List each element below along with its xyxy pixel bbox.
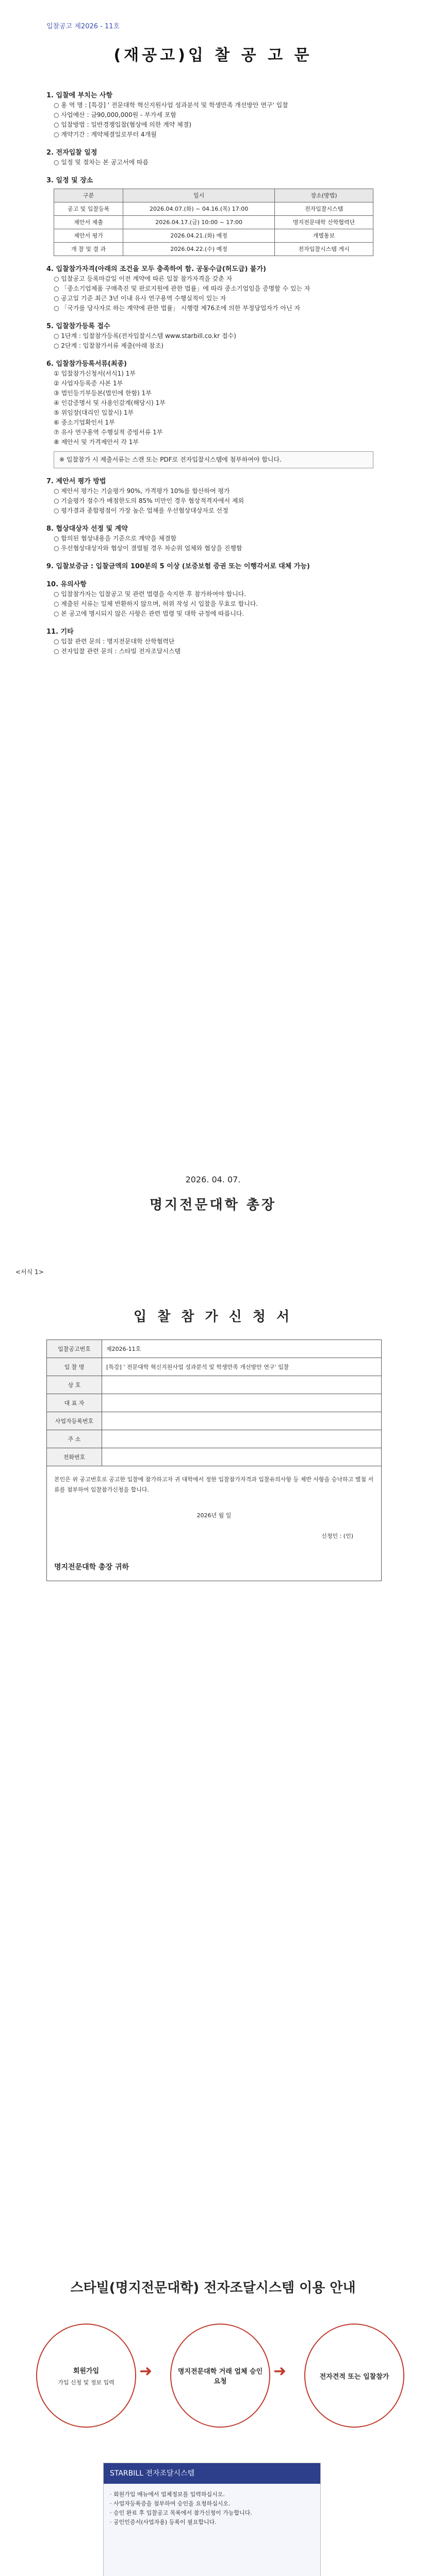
step-title: 명지전문대학 거래 업체 승인 요청 [177, 2368, 263, 2385]
section-line: ② 사업자등록증 사본 1부 [54, 380, 123, 387]
screen-line: · 승인 완료 후 입찰공고 목록에서 참가신청이 가능합니다. [110, 2510, 252, 2516]
section-heading: 4. 입찰참가자격(아래의 조건을 모두 충족하여 함. 공동수급(허도급) 불가) [46, 265, 266, 273]
flow-step-signup [36, 2324, 136, 2428]
form-label: 전화번호 [47, 1448, 102, 1466]
section-line: ○ 입찰공고 등록마감일 이전 계약에 따른 입찰 참가자격을 갖춘 자 [54, 275, 233, 282]
section-line: ⑦ 유사 연구용역 수행실적 증빙서류 1부 [54, 429, 163, 436]
form-title: 입 찰 참 가 신 청 서 [133, 1309, 293, 1325]
table-cell: 명지전문대학 산학협력단 [275, 216, 373, 229]
arrow-right-icon: ➜ [139, 2362, 153, 2380]
form-value[interactable] [102, 1430, 382, 1448]
form-row [47, 1412, 382, 1430]
flow-step-approval [170, 2324, 270, 2428]
screen-line: · 공인인증서(사업자용) 등록이 필요합니다. [110, 2519, 217, 2526]
section-line: ○ 제출된 서류는 일체 반환하지 않으며, 허위 작성 시 입찰을 무효로 합니다. [54, 600, 258, 607]
form-label: 입 찰 명 [47, 1358, 102, 1376]
form-row [47, 1430, 382, 1448]
screen-line: · 회원가입 메뉴에서 업체정보를 입력하십시오. [110, 2491, 225, 2498]
section-line: ○ 입찰 관련 문의 : 명지전문대학 산학협력단 [54, 638, 175, 645]
section-line: ⑧ 제안서 및 가격제안서 각 1부 [54, 438, 139, 446]
form-value[interactable] [102, 1394, 382, 1412]
document-number: 입찰공고 제2026 - 11호 [46, 23, 120, 30]
screen-line: · 사업자등록증을 첨부하여 승인을 요청하십시오. [110, 2500, 231, 2507]
section-heading: 9. 입찰보증금 : 입찰금액의 100분의 5 이상 (보증보험 증권 또는 이행각서로 대체 가능) [46, 563, 310, 570]
form-label: 주 소 [47, 1430, 102, 1448]
section-line: ○ 계약기간 : 계약체결일로부터 4개월 [54, 131, 157, 138]
form-row [47, 1376, 382, 1394]
section-line: ⑤ 위임장(대리인 입찰시) 1부 [54, 409, 134, 416]
form-value[interactable] [102, 1376, 382, 1394]
table-header: 일시 [123, 189, 275, 202]
section-heading: 3. 일정 및 장소 [46, 177, 93, 184]
form-value[interactable]: 제2026-11호 [102, 1340, 382, 1358]
section-line: ○ 「국가를 당사자로 하는 계약에 관한 법률」 시행령 제76조에 의한 부정당업자가 아닌 자 [54, 304, 301, 312]
section-line: ○ 합의된 협상내용을 기준으로 계약을 체결함 [54, 535, 177, 542]
table-cell: 개 찰 및 결 과 [54, 243, 123, 256]
section-heading: 1. 입찰에 부치는 사항 [46, 92, 113, 99]
schedule-table [54, 189, 373, 256]
form-label: 사업자등록번호 [47, 1412, 102, 1430]
form-statement [47, 1466, 382, 1581]
section-heading: 5. 입찰참가등록 접수 [46, 323, 110, 330]
form-label: 상 호 [47, 1376, 102, 1394]
section-line: ○ 제안서 평가는 기술평가 90%, 가격평가 10%를 합산하여 평가 [54, 487, 230, 495]
statement-text: 본인은 위 공고번호로 공고한 입찰에 참가하고자 귀 대학에서 정한 입찰참가자격과 입찰유의사항 등 제반 사항을 승낙하고 별첨 서류를 첨부하여 입찰참가신청을 합니다. [54, 1476, 374, 1493]
table-cell: 제안서 제출 [54, 216, 123, 229]
table-cell: 제안서 평가 [54, 229, 123, 243]
sign-label: 신청인 : (인) [321, 1533, 353, 1539]
section-line: ○ 전자입찰 관련 문의 : 스타빌 전자조달시스템 [54, 648, 181, 655]
section-line: ○ 평가결과 종합평점이 가장 높은 업체를 우선협상대상자로 선정 [54, 507, 228, 514]
section-line: ○ 「중소기업제품 구매촉진 및 판로지원에 관한 법률」에 따라 중소기업임을 증명할 수 있는 자 [54, 285, 310, 292]
table-cell: 2026.04.07.(화) ~ 04.16.(목) 17:00 [123, 202, 275, 216]
section-line: ○ 용 역 명 : [특강] ' 전문대학 혁신지원사업 성과분석 및 학생만족 개선방안 연구' 입찰 [54, 101, 288, 109]
form-row [47, 1448, 382, 1466]
sections-container [46, 91, 382, 656]
table-header: 장소(방법) [275, 189, 373, 202]
form-label: 입찰공고번호 [47, 1340, 102, 1358]
section-line: ○ 공고일 기준 최근 3년 이내 유사 연구용역 수행실적이 있는 자 [54, 295, 226, 302]
step-title: 회원가입 [73, 2367, 100, 2375]
section-line: ○ 사업예산 : 금90,000,000원 - 부가세 포함 [54, 111, 176, 118]
form-recipient: 명지전문대학 총장 귀하 [54, 1563, 129, 1571]
footer-date: 2026. 04. 07. [185, 1175, 241, 1184]
table-cell: 전자입찰시스템 [275, 202, 373, 216]
table-cell: 전자입찰시스템 게시 [275, 243, 373, 256]
form-value[interactable]: [특강] ' 전문대학 혁신지원사업 성과분석 및 학생만족 개선방안 연구' 입찰 [102, 1358, 382, 1376]
arrow-right-icon: ➜ [273, 2362, 287, 2380]
screen-header: STARBILL 전자조달시스템 [104, 2463, 320, 2484]
table-cell: 2026.04.22.(수) 예정 [123, 243, 275, 256]
form-value[interactable] [102, 1412, 382, 1430]
table-row [54, 229, 373, 243]
procedure-flow [36, 2318, 392, 2447]
form-label: 대 표 자 [47, 1394, 102, 1412]
system-screenshot [103, 2463, 321, 2576]
issuer-name: 명지전문대학 총장 [150, 1197, 276, 1213]
form-row [47, 1358, 382, 1376]
form-row [47, 1340, 382, 1358]
application-form [46, 1340, 382, 1581]
section-heading: 11. 기타 [46, 628, 74, 636]
section-line: ○ 입찰참가자는 입찰공고 및 관련 법령을 숙지한 후 참가하여야 합니다. [54, 590, 247, 598]
section-line: ④ 인감증명서 및 사용인감계(해당시) 1부 [54, 399, 166, 406]
section-line: ○ 일정 및 절차는 본 공고서에 따름 [54, 159, 149, 166]
section-line: ○ 우선협상대상자와 협상이 결렬될 경우 차순위 업체와 협상을 진행함 [54, 545, 242, 552]
table-cell: 공고 및 입찰등록 [54, 202, 123, 216]
form-value[interactable] [102, 1448, 382, 1466]
section-line: ○ 입찰방법 : 일반경쟁입찰(협상에 의한 계약 체결) [54, 121, 192, 128]
table-cell: 개별통보 [275, 229, 373, 243]
step-desc: 가입 신청 및 정보 입력 [58, 2379, 114, 2386]
step-title: 전자견적 또는 입찰참가 [319, 2372, 389, 2381]
section-heading: 7. 제안서 평가 방법 [46, 478, 106, 485]
table-header: 구분 [54, 189, 123, 202]
section-line: ○ 기술평가 점수가 배점한도의 85% 미만인 경우 협상적격자에서 제외 [54, 497, 244, 504]
section-heading: 8. 협상대상자 선정 및 계약 [46, 525, 128, 533]
section-heading: 10. 유의사항 [46, 581, 87, 588]
section-heading: 2. 전자입찰 일정 [46, 149, 97, 157]
section-line: ○ 2단계 : 입찰참가서류 제출(아래 참조) [54, 342, 163, 349]
table-row [54, 216, 373, 229]
section-line: ○ 1단계 : 입찰참가등록(전자입찰시스템 www.starbill.co.kr 접수) [54, 332, 236, 340]
section-line: ⑥ 중소기업확인서 1부 [54, 419, 115, 426]
notice-body [46, 82, 382, 656]
screen-body [104, 2484, 320, 2533]
flow-step-bid [304, 2324, 404, 2428]
section-line: ③ 법인등기부등본(법인에 한함) 1부 [54, 389, 152, 397]
appendix-label: <서식 1> [15, 1268, 44, 1276]
section-line: ① 입찰참가신청서(서식1) 1부 [54, 370, 136, 377]
guide-title: 스타빌(명지전문대학) 전자조달시스템 이용 안내 [70, 2280, 356, 2296]
page-title: (재공고)입 찰 공 고 문 [113, 46, 313, 64]
section-line: ○ 본 공고에 명시되지 않은 사항은 관련 법령 및 대학 규정에 따릅니다. [54, 610, 244, 617]
table-row [54, 243, 373, 256]
table-cell: 2026.04.17.(금) 10:00 ~ 17:00 [123, 216, 275, 229]
section-heading: 6. 입찰참가등록서류(최종) [46, 360, 127, 368]
table-cell: 2026.04.21.(화) 예정 [123, 229, 275, 243]
sign-date: 2026년 월 일 [196, 1512, 232, 1519]
notice-box: ※ 입찰참가 시 제출서류는 스캔 또는 PDF로 전자입찰시스템에 첨부하여야 합니다. [54, 451, 373, 468]
form-row [47, 1394, 382, 1412]
table-row [54, 202, 373, 216]
